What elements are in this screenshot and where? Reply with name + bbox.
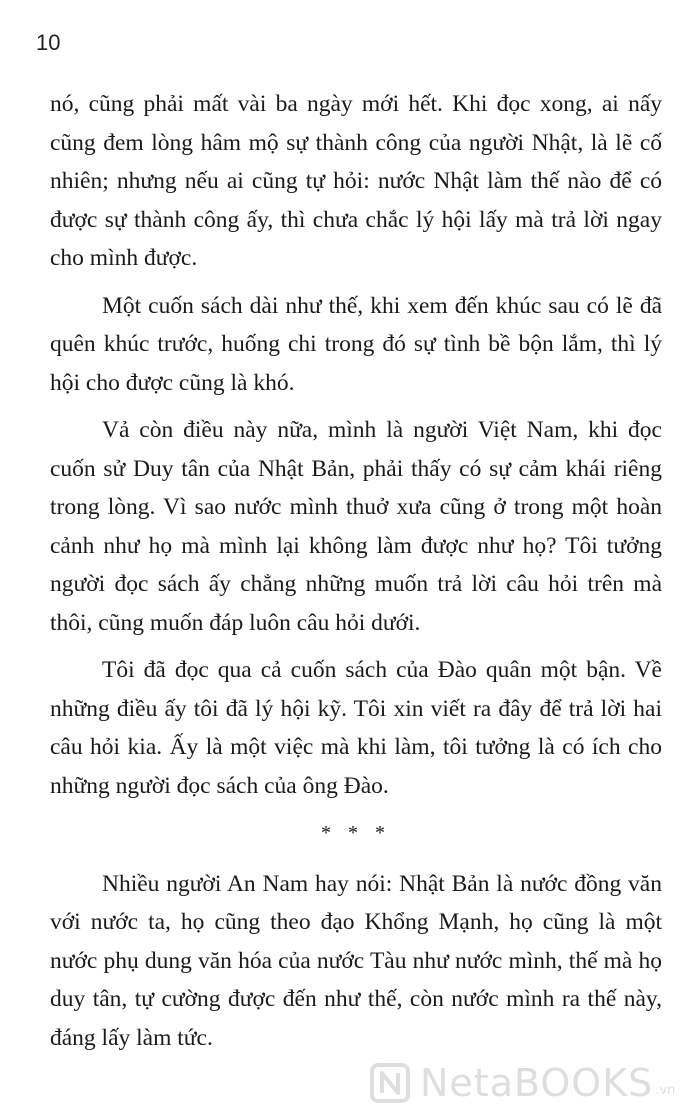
watermark-suffix: .vn <box>655 1083 676 1098</box>
paragraph-1: nó, cũng phải mất vài ba ngày mới hết. Khi đọc xong, ai nấy cũng đem lòng hâm mộ sự thành công của người Nhật, là lẽ cố nhiên; nhưng nếu ai cũng tự hỏi: nước Nhật làm thế nào để có được sự thành công ấy, thì chưa chắc lý hội lấy mà trả lời ngay cho mình được. <box>50 91 662 271</box>
paragraph-2: Một cuốn sách dài như thế, khi xem đến khúc sau có lẽ đã quên khúc trước, huống chi trong đó sự tình bề bộn lắm, thì lý hội cho được cũng là khó. <box>50 292 662 396</box>
document-body <box>50 85 662 1066</box>
page-number: 10 <box>36 30 61 55</box>
section-separator: * * * <box>321 822 391 844</box>
paragraph-3: Vả còn điều này nữa, mình là người Việt Nam, khi đọc cuốn sử Duy tân của Nhật Bản, phải thấy có sự cảm khái riêng trong lòng. Vì sao nước mình thuở xưa cũng ở trong một hoàn cảnh như họ mà mình lại không làm được như họ? Tôi tưởng người đọc sách ấy chẳng những muốn trả lời câu hỏi trên mà thôi, cũng muốn đáp luôn câu hỏi dưới. <box>50 417 662 636</box>
netabooks-logo-icon <box>368 1061 412 1105</box>
paragraph-4: Tôi đã đọc qua cả cuốn sách của Đào quân một bận. Về những điều ấy tôi đã lý hội kỹ. Tôi xin viết ra đây để trả lời hai câu hỏi kia. Ấy là một việc mà khi làm, tôi tưởng là có ích cho những người đọc sách của ông Đào. <box>50 657 662 799</box>
paragraph-5: Nhiều người An Nam hay nói: Nhật Bản là nước đồng văn với nước ta, họ cũng theo đạo Khổng Mạnh, họ cũng là một nước phụ dung văn hóa của nước Tàu như nước mình, thế mà họ duy tân, tự cường được đến như thế, còn nước mình ra thế này, đáng lấy làm tức. <box>50 870 662 1051</box>
watermark-text: NetaBOOKS <box>420 1061 654 1105</box>
